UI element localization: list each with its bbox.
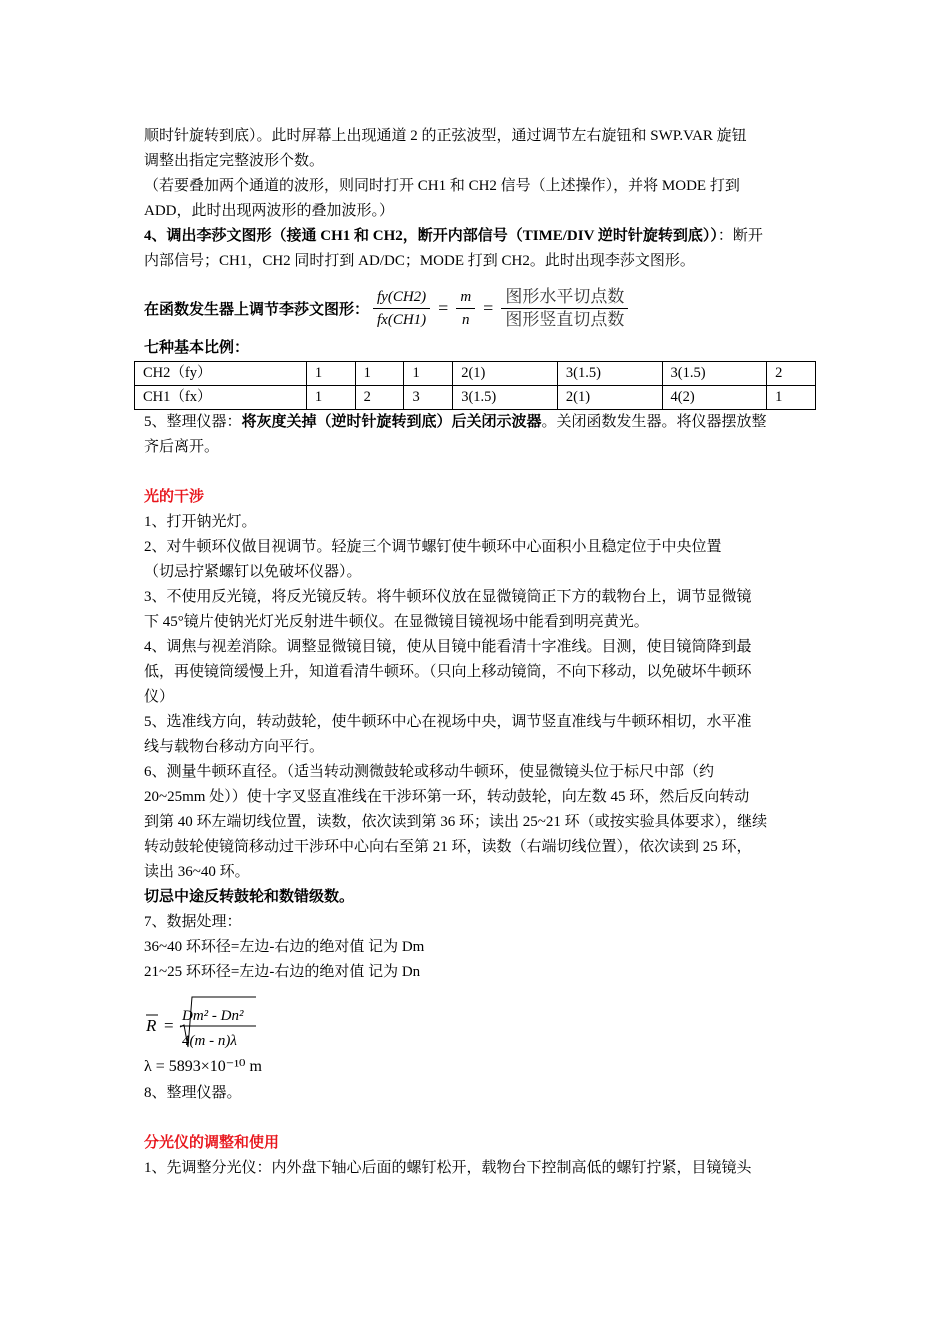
ratio-table bbox=[134, 361, 816, 410]
document-body bbox=[144, 124, 812, 1181]
paragraph: ADD，此时出现两波形的叠加波形。） bbox=[144, 203, 394, 219]
frequency-denominator: fx(CH1) bbox=[377, 311, 427, 328]
table-cell: 1 bbox=[306, 386, 355, 410]
table-cell: CH1（fx） bbox=[135, 386, 307, 410]
table-cell: 1 bbox=[355, 362, 404, 386]
svg-text:=: = bbox=[164, 1016, 174, 1035]
interference-line: 读出 36~40 环。 bbox=[144, 864, 250, 880]
mn-ratio bbox=[456, 286, 475, 331]
table-cell: CH2（fy） bbox=[135, 362, 307, 386]
table-row bbox=[135, 386, 816, 410]
interference-line: 3、不使用反光镜，将反光镜反转。将牛顿环仪放在显微镜筒正下方的载物台上，调节显微镜 bbox=[144, 589, 752, 605]
table-row bbox=[135, 362, 816, 386]
table-cell: 2 bbox=[355, 386, 404, 410]
table-cell: 2(1) bbox=[453, 362, 558, 386]
interference-line: 转动鼓轮使镜筒移动过干涉环中心向右至第 21 环，读数（右端切线位置），依次读到 25 环， bbox=[144, 839, 752, 855]
interference-line: 线与载物台移动方向平行。 bbox=[144, 739, 325, 755]
paragraph: （若要叠加两个通道的波形，则同时打开 CH1 和 CH2 信号（上述操作），并将 MODE 打到 bbox=[144, 178, 740, 194]
r-symbol: R bbox=[146, 1016, 157, 1035]
interference-line: 下 45°镜片使钠光灯光反射进牛顿仪。在显微镜目镜视场中能看到明亮黄光。 bbox=[144, 614, 649, 630]
interference-line: 2、对牛顿环仪做目视调节。轻旋三个调节螺钉使牛顿环中心面积小且稳定位于中央位置 bbox=[144, 539, 722, 555]
radius-formula bbox=[144, 989, 812, 1053]
tangent-vertical: 图形竖直切点数 bbox=[505, 309, 625, 329]
step-5-prefix: 5、整理仪器： bbox=[144, 414, 242, 430]
tangent-horizontal: 图形水平切点数 bbox=[501, 286, 628, 309]
equals-sign: = bbox=[483, 297, 494, 318]
step-5-bold: 将灰度关掉（逆时针旋转到底）后关闭示波器 bbox=[241, 414, 542, 430]
step-5-rest: 。关闭函数发生器。将仪器摆放整 bbox=[541, 414, 767, 430]
table-cell: 1 bbox=[404, 362, 453, 386]
paragraph: 21~25 环环径=左边-右边的绝对值 记为 Dn bbox=[144, 964, 421, 980]
r-denominator: 4(m - n)λ bbox=[182, 1033, 237, 1049]
paragraph: 7、数据处理： bbox=[144, 914, 242, 930]
tangent-ratio bbox=[501, 286, 628, 331]
interference-line: 20~25mm 处））使十字叉竖直准线在干涉环第一环，转动鼓轮，向左数 45 环，然后反向转动 bbox=[144, 789, 750, 805]
r-numerator: Dm² - Dn² bbox=[182, 1008, 244, 1024]
interference-line: 5、选准线方向，转动鼓轮，使牛顿环中心在视场中央，调节竖直准线与牛顿环相切，水平准 bbox=[144, 714, 752, 730]
paragraph: 调整出指定完整波形个数。 bbox=[144, 153, 325, 169]
paragraph: 内部信号；CH1，CH2 同时打到 AD/DC；MODE 打到 CH2。此时出现李莎文图形。 bbox=[144, 253, 695, 269]
paragraph: 齐后离开。 bbox=[144, 439, 220, 455]
warning-text: 切忌中途反转鼓轮和数错级数。 bbox=[144, 889, 355, 905]
frequency-ratio bbox=[373, 286, 430, 331]
table-cell: 4(2) bbox=[662, 386, 767, 410]
lissajous-formula bbox=[144, 280, 812, 336]
ratio-title: 七种基本比例： bbox=[144, 340, 250, 356]
section-title-spectrometer: 分光仪的调整和使用 bbox=[144, 1135, 280, 1151]
table-cell: 1 bbox=[767, 386, 816, 410]
interference-line: 1、打开钠光灯。 bbox=[144, 514, 257, 530]
paragraph: 36~40 环环径=左边-右边的绝对值 记为 Dm bbox=[144, 939, 425, 955]
interference-line: 仪） bbox=[144, 689, 175, 705]
paragraph: 顺时针旋转到底）。此时屏幕上出现通道 2 的正弦波型，通过调节左右旋钮和 SWP.VAR 旋钮 bbox=[144, 128, 747, 144]
step-5 bbox=[144, 410, 812, 435]
m-numerator: m bbox=[456, 286, 475, 309]
equals-sign: = bbox=[438, 297, 449, 318]
table-cell: 2 bbox=[767, 362, 816, 386]
paragraph: 8、整理仪器。 bbox=[144, 1085, 242, 1101]
table-cell: 1 bbox=[306, 362, 355, 386]
step-4-bold: 4、调出李莎文图形（接通 CH1 和 CH2，断开内部信号（TIME/DIV 逆时针旋转到底）） bbox=[144, 228, 718, 244]
step-4-rest: ：断开 bbox=[717, 228, 763, 244]
table-cell: 3(1.5) bbox=[557, 362, 662, 386]
table-cell: 3(1.5) bbox=[453, 386, 558, 410]
table-cell: 2(1) bbox=[557, 386, 662, 410]
table-cell: 3(1.5) bbox=[662, 362, 767, 386]
interference-line: 到第 40 环左端切线位置，读数，依次读到第 36 环；读出 25~21 环（或按实验具体要求），继续 bbox=[144, 814, 768, 830]
formula-label: 在函数发生器上调节李莎文图形： bbox=[144, 301, 370, 318]
interference-line: （切忌拧紧螺钉以免破坏仪器）。 bbox=[144, 564, 362, 580]
paragraph: 1、先调整分光仪：内外盘下轴心后面的螺钉松开，载物台下控制高低的螺钉拧紧，目镜镜头 bbox=[144, 1160, 752, 1176]
wavelength: λ = 5893×10⁻¹⁰ m bbox=[144, 1058, 262, 1075]
frequency-numerator: fy(CH2) bbox=[373, 286, 430, 309]
section-title-interference: 光的干涉 bbox=[144, 489, 205, 505]
table-cell: 3 bbox=[404, 386, 453, 410]
n-denominator: n bbox=[462, 311, 470, 328]
interference-steps bbox=[144, 510, 812, 885]
radius-formula-svg bbox=[144, 989, 344, 1053]
interference-line: 低，再使镜筒缓慢上升，知道看清牛顿环。（只向上移动镜筒，不向下移动，以免破坏牛顿环 bbox=[144, 664, 752, 680]
interference-line: 4、调焦与视差消除。调整显微镜目镜，使从目镜中能看清十字准线。目测，使目镜筒降到最 bbox=[144, 639, 752, 655]
step-4 bbox=[144, 224, 812, 249]
interference-line: 6、测量牛顿环直径。（适当转动测微鼓轮或移动牛顿环，使显微镜头位于标尺中部（约 bbox=[144, 764, 715, 780]
